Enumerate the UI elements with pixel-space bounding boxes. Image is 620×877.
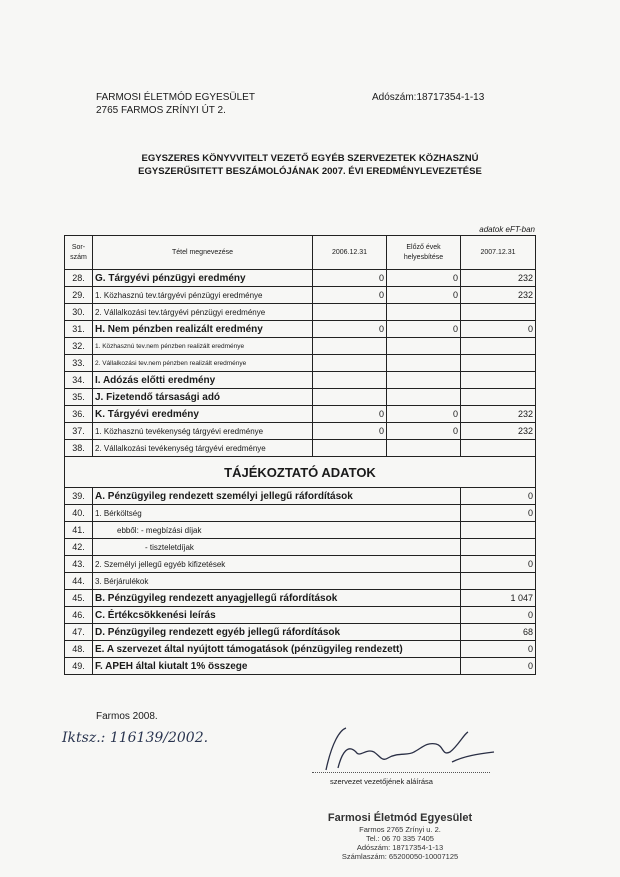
value-2006: 0 xyxy=(313,423,387,440)
row-number: 42. xyxy=(65,539,93,556)
unit-note: adatok eFT-ban xyxy=(479,225,535,234)
col-header-correction: Előző évek helyesbítése xyxy=(387,236,461,270)
row-value xyxy=(461,573,536,590)
info-row xyxy=(65,556,536,573)
row-label: D. Pénzügyileg rendezett egyéb jellegű ráfordítások xyxy=(93,624,461,641)
value-correction: 0 xyxy=(387,423,461,440)
value-2007: 0 xyxy=(461,321,536,338)
table-row xyxy=(65,372,536,389)
info-row xyxy=(65,505,536,522)
value-2007: 232 xyxy=(461,270,536,287)
value-correction xyxy=(387,440,461,457)
stamp-account-number: Számlaszám: 65200050-10007125 xyxy=(341,852,459,861)
signature-label: szervezet vezetőjének aláírása xyxy=(330,777,433,786)
row-label: 2. Vállalkozási tevékenység tárgyévi eredménye xyxy=(93,440,313,457)
row-label: 1. Bérköltség xyxy=(93,505,461,522)
value-correction: 0 xyxy=(387,321,461,338)
info-row xyxy=(65,539,536,556)
row-number: 30. xyxy=(65,304,93,321)
row-label: ebből: - megbízási díjak xyxy=(93,522,461,539)
value-2007: 232 xyxy=(461,287,536,304)
value-2006: 0 xyxy=(313,321,387,338)
signature-line xyxy=(312,772,490,773)
row-number: 40. xyxy=(65,505,93,522)
value-correction xyxy=(387,372,461,389)
row-label: B. Pénzügyileg rendezett anyagjellegű ráfordítások xyxy=(93,590,461,607)
row-value xyxy=(461,522,536,539)
info-row xyxy=(65,641,536,658)
value-correction: 0 xyxy=(387,287,461,304)
col-header-2006: 2006.12.31 xyxy=(313,236,387,270)
row-number: 29. xyxy=(65,287,93,304)
info-row xyxy=(65,488,536,505)
stamp-address: Farmos 2765 Zrínyi u. 2. xyxy=(359,825,441,834)
org-name: FARMOSI ÉLETMÓD EGYESÜLET xyxy=(96,92,255,103)
value-2007 xyxy=(461,440,536,457)
row-number: 33. xyxy=(65,355,93,372)
signature-scribble xyxy=(318,722,498,774)
table-header-row xyxy=(65,236,536,270)
table-row xyxy=(65,406,536,423)
value-correction xyxy=(387,338,461,355)
row-label: 2. Személyi jellegű egyéb kifizetések xyxy=(93,556,461,573)
report-title xyxy=(60,152,560,178)
row-number: 45. xyxy=(65,590,93,607)
value-correction xyxy=(387,304,461,321)
section-title: TÁJÉKOZTATÓ ADATOK xyxy=(65,457,536,488)
row-number: 39. xyxy=(65,488,93,505)
row-value xyxy=(461,539,536,556)
place-date: Farmos 2008. xyxy=(96,711,158,722)
info-row xyxy=(65,590,536,607)
row-number: 32. xyxy=(65,338,93,355)
row-number: 49. xyxy=(65,658,93,675)
row-label: J. Fizetendő társasági adó xyxy=(93,389,313,406)
value-2006: 0 xyxy=(313,287,387,304)
row-value: 0 xyxy=(461,505,536,522)
value-correction: 0 xyxy=(387,406,461,423)
row-label: 1. Közhasznú tevékenység tárgyévi eredménye xyxy=(93,423,313,440)
value-2007: 232 xyxy=(461,406,536,423)
row-label: A. Pénzügyileg rendezett személyi jellegű ráfordítások xyxy=(93,488,461,505)
row-number: 35. xyxy=(65,389,93,406)
row-number: 37. xyxy=(65,423,93,440)
row-number: 48. xyxy=(65,641,93,658)
value-2007 xyxy=(461,389,536,406)
row-value: 0 xyxy=(461,658,536,675)
value-correction: 0 xyxy=(387,270,461,287)
table-row xyxy=(65,270,536,287)
value-correction xyxy=(387,355,461,372)
table-row xyxy=(65,338,536,355)
value-2007 xyxy=(461,372,536,389)
row-number: 46. xyxy=(65,607,93,624)
value-2006 xyxy=(313,338,387,355)
info-row xyxy=(65,573,536,590)
row-label: F. APEH által kiutalt 1% összege xyxy=(93,658,461,675)
row-label: 2. Vállalkozási tev.tárgyévi pénzügyi eredménye xyxy=(93,304,313,321)
row-number: 28. xyxy=(65,270,93,287)
table-row xyxy=(65,440,536,457)
table-row xyxy=(65,355,536,372)
info-row xyxy=(65,624,536,641)
value-2006: 0 xyxy=(313,406,387,423)
value-2006 xyxy=(313,355,387,372)
row-label: - tiszteletdíjak xyxy=(93,539,461,556)
row-label: E. A szervezet által nyújtott támogatások (pénzügyileg rendezett) xyxy=(93,641,461,658)
value-2006 xyxy=(313,389,387,406)
info-row xyxy=(65,522,536,539)
org-address: 2765 FARMOS ZRÍNYI ÚT 2. xyxy=(96,105,226,116)
row-label: H. Nem pénzben realizált eredmény xyxy=(93,321,313,338)
results-table xyxy=(64,235,536,675)
row-label: K. Tárgyévi eredmény xyxy=(93,406,313,423)
row-label: I. Adózás előtti eredmény xyxy=(93,372,313,389)
value-2007 xyxy=(461,304,536,321)
row-label: 1. Közhasznú tev.tárgyévi pénzügyi eredménye xyxy=(93,287,313,304)
row-number: 41. xyxy=(65,522,93,539)
row-number: 44. xyxy=(65,573,93,590)
row-number: 38. xyxy=(65,440,93,457)
row-value: 0 xyxy=(461,607,536,624)
stamp-phone: Tel.: 06 70 335 7405 xyxy=(366,834,434,843)
stamp-tax-number: Adószám: 18717354-1-13 xyxy=(356,843,444,852)
col-header-2007: 2007.12.31 xyxy=(461,236,536,270)
table-row xyxy=(65,321,536,338)
value-2007 xyxy=(461,338,536,355)
section-row xyxy=(65,457,536,488)
row-label: G. Tárgyévi pénzügyi eredmény xyxy=(93,270,313,287)
row-number: 34. xyxy=(65,372,93,389)
stamp-org-name: Farmosi Életmód Egyesület xyxy=(327,812,473,824)
value-2006 xyxy=(313,440,387,457)
handwritten-reference: Iktsz.: 116139/2002. xyxy=(62,730,209,746)
report-title-line1: EGYSZERES KÖNYVVITELT VEZETŐ EGYÉB SZERVEZETEK KÖZHASZNÚ xyxy=(141,153,479,164)
value-correction xyxy=(387,389,461,406)
info-row xyxy=(65,658,536,675)
row-number: 43. xyxy=(65,556,93,573)
row-value: 0 xyxy=(461,488,536,505)
row-label: 2. Vállalkozási tev.nem pénzben realizált eredménye xyxy=(93,355,313,372)
row-value: 68 xyxy=(461,624,536,641)
row-label: 1. Közhasznú tev.nem pénzben realizált eredménye xyxy=(93,338,313,355)
table-row xyxy=(65,304,536,321)
row-number: 47. xyxy=(65,624,93,641)
row-label: 3. Bérjárulékok xyxy=(93,573,461,590)
info-row xyxy=(65,607,536,624)
row-value: 1 047 xyxy=(461,590,536,607)
table-row xyxy=(65,287,536,304)
row-value: 0 xyxy=(461,641,536,658)
value-2007 xyxy=(461,355,536,372)
table-row xyxy=(65,423,536,440)
row-number: 36. xyxy=(65,406,93,423)
table-row xyxy=(65,389,536,406)
col-header-name: Tétel megnevezése xyxy=(93,236,313,270)
value-2006 xyxy=(313,304,387,321)
row-number: 31. xyxy=(65,321,93,338)
organization-stamp xyxy=(300,812,500,861)
value-2006: 0 xyxy=(313,270,387,287)
report-title-line2: EGYSZERŰSITETT BESZÁMOLÓJÁNAK 2007. ÉVI EREDMÉNYLEVEZETÉSE xyxy=(138,166,482,177)
value-2007: 232 xyxy=(461,423,536,440)
tax-number: Adószám:18717354-1-13 xyxy=(372,92,485,103)
value-2006 xyxy=(313,372,387,389)
row-label: C. Értékcsökkenési leírás xyxy=(93,607,461,624)
col-header-sorszam: Sor-szám xyxy=(65,236,93,270)
org-header xyxy=(96,91,255,117)
row-value: 0 xyxy=(461,556,536,573)
